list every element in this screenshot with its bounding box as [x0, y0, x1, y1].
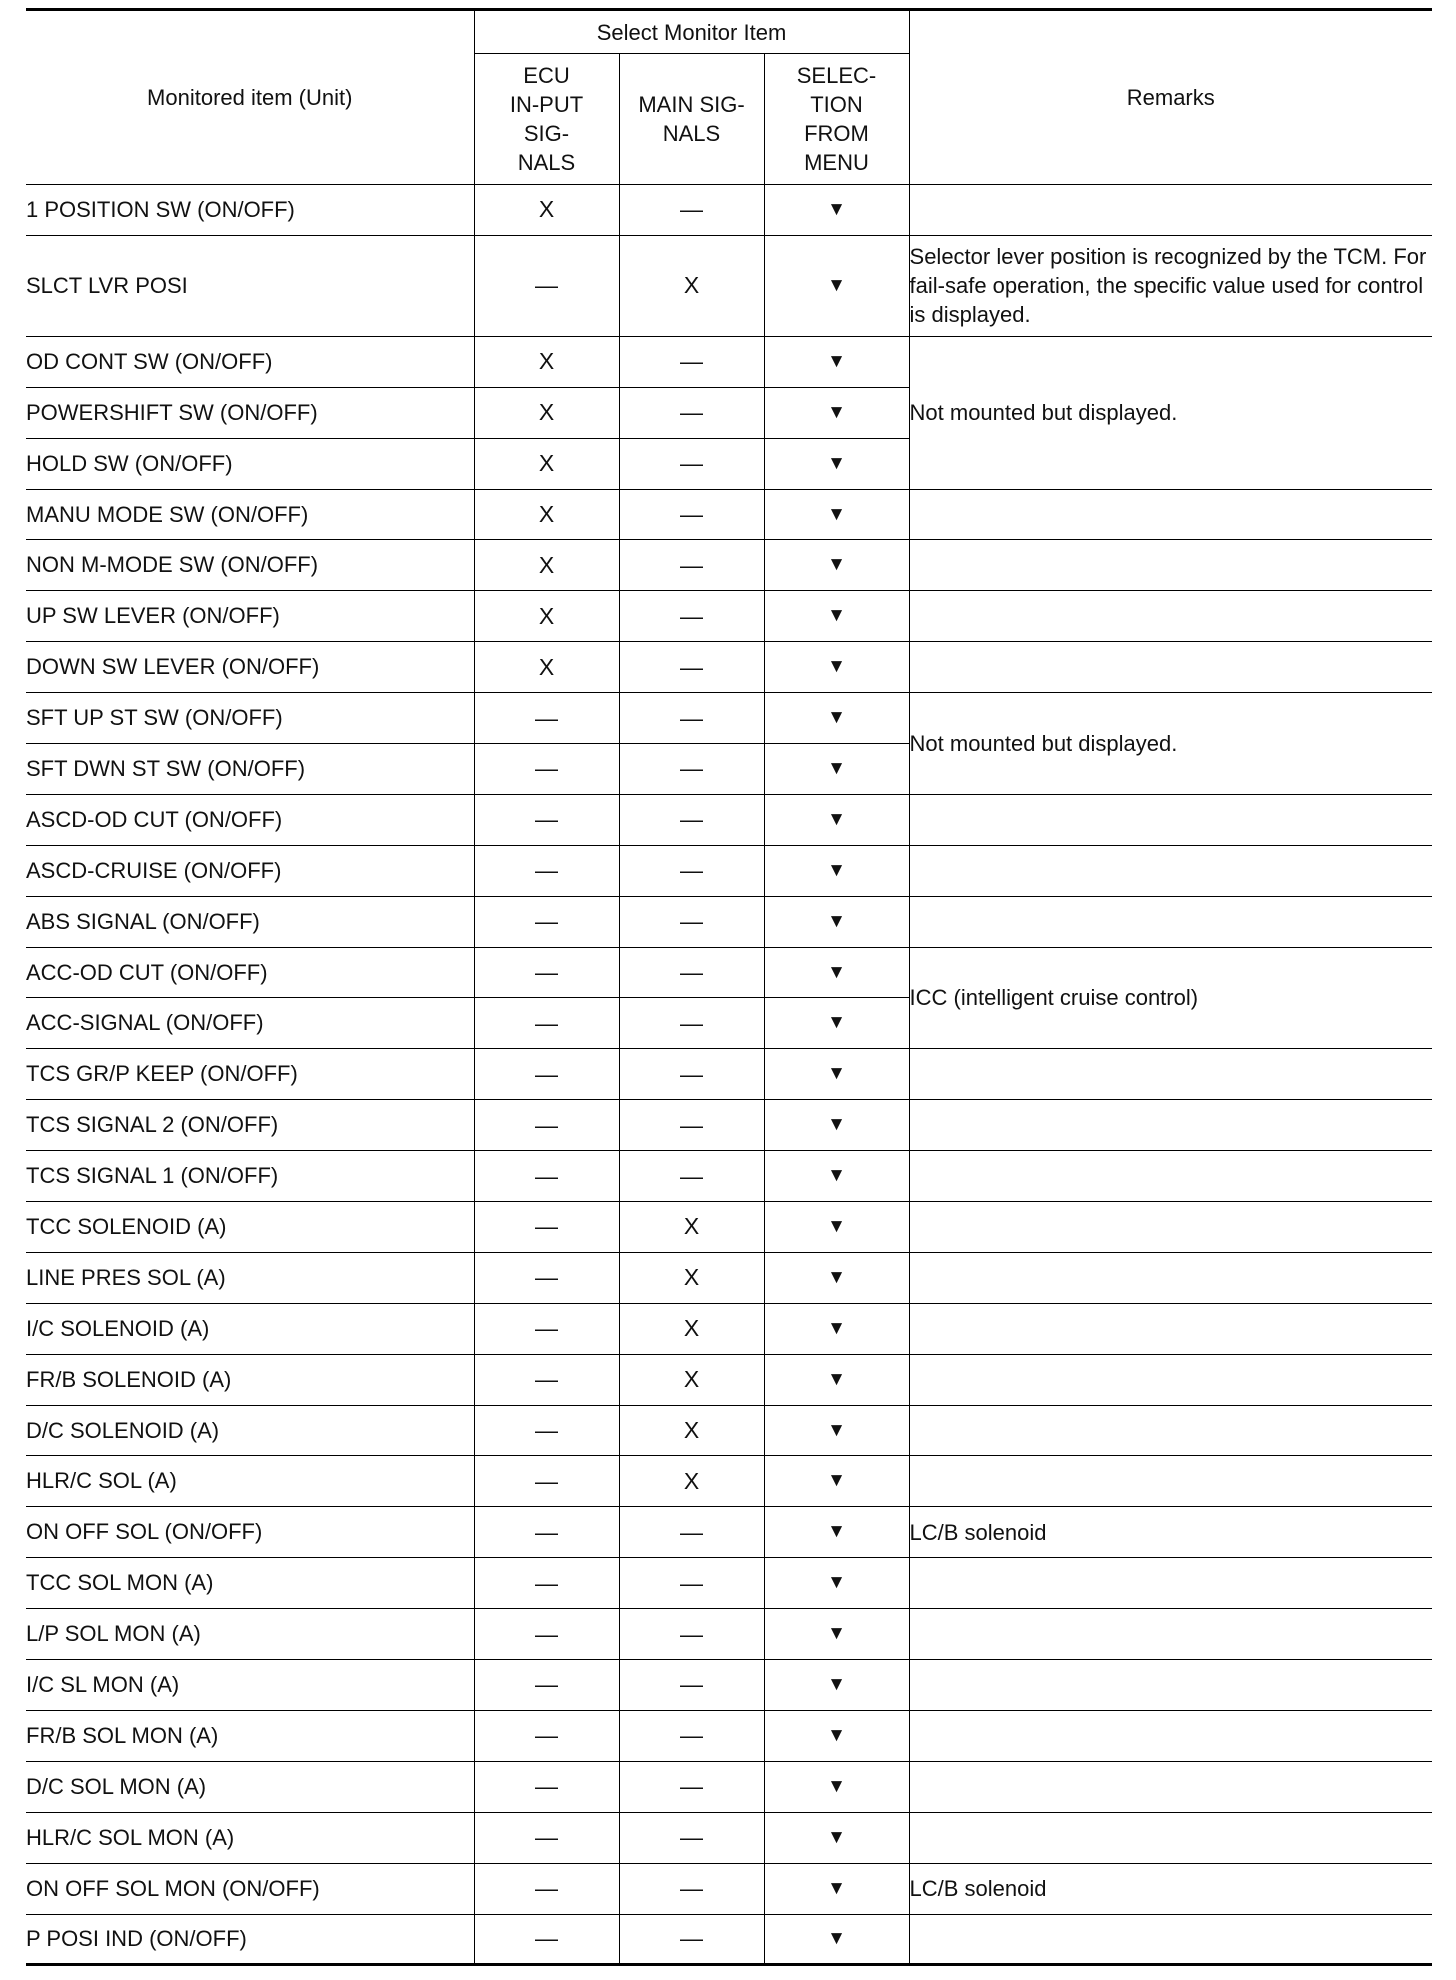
table-row: [26, 845, 1432, 896]
remarks-cell-empty: [909, 642, 1432, 693]
selection-from-menu-cell: ▼: [764, 693, 909, 744]
main-signals-cell: —: [619, 1710, 764, 1761]
monitored-item-cell: ON OFF SOL (ON/OFF): [26, 1507, 474, 1558]
monitored-item-cell: SFT UP ST SW (ON/OFF): [26, 693, 474, 744]
main-signals-cell: X: [619, 1303, 764, 1354]
ecu-input-cell: —: [474, 1812, 619, 1863]
remarks-cell-empty: [909, 1252, 1432, 1303]
monitored-item-cell: I/C SOLENOID (A): [26, 1303, 474, 1354]
ecu-input-cell: —: [474, 1863, 619, 1914]
monitored-item-cell: ASCD-OD CUT (ON/OFF): [26, 794, 474, 845]
table-row: [26, 1507, 1432, 1558]
selection-from-menu-cell: ▼: [764, 1761, 909, 1812]
main-signals-cell: —: [619, 1812, 764, 1863]
monitored-item-cell: LINE PRES SOL (A): [26, 1252, 474, 1303]
monitored-item-cell: TCS SIGNAL 2 (ON/OFF): [26, 1100, 474, 1151]
selection-from-menu-cell: ▼: [764, 1660, 909, 1711]
selection-from-menu-cell: ▼: [764, 1202, 909, 1253]
table-row: [26, 1558, 1432, 1609]
ecu-input-cell: X: [474, 438, 619, 489]
remarks-cell-empty: [909, 489, 1432, 540]
main-signals-cell: —: [619, 438, 764, 489]
ecu-input-cell: X: [474, 591, 619, 642]
table-row: [26, 693, 1432, 744]
main-signals-cell: —: [619, 1507, 764, 1558]
ecu-input-cell: X: [474, 642, 619, 693]
remarks-cell-empty: [909, 845, 1432, 896]
remarks-cell-empty: [909, 1558, 1432, 1609]
selection-from-menu-cell: ▼: [764, 1507, 909, 1558]
selection-from-menu-cell: ▼: [764, 1405, 909, 1456]
selection-from-menu-cell: ▼: [764, 1558, 909, 1609]
selection-from-menu-cell: ▼: [764, 1252, 909, 1303]
monitored-item-cell: TCC SOLENOID (A): [26, 1202, 474, 1253]
table-row: [26, 1049, 1432, 1100]
remarks-cell-empty: [909, 1812, 1432, 1863]
monitored-item-cell: TCS GR/P KEEP (ON/OFF): [26, 1049, 474, 1100]
header-ecu-input-signals: [474, 54, 619, 185]
remarks-cell-empty: [909, 591, 1432, 642]
monitored-item-cell: D/C SOLENOID (A): [26, 1405, 474, 1456]
header-ecu-label: ECU IN-PUT SIG-NALS: [509, 63, 584, 175]
main-signals-cell: —: [619, 185, 764, 236]
table-row: [26, 1914, 1432, 1965]
table-row: [26, 235, 1432, 336]
header-selection-from-menu: [764, 54, 909, 185]
main-signals-cell: —: [619, 1914, 764, 1965]
remarks-cell-empty: [909, 1151, 1432, 1202]
monitored-item-cell: HOLD SW (ON/OFF): [26, 438, 474, 489]
main-signals-cell: —: [619, 1660, 764, 1711]
monitored-item-cell: HLR/C SOL (A): [26, 1456, 474, 1507]
main-signals-cell: X: [619, 1354, 764, 1405]
monitored-item-cell: I/C SL MON (A): [26, 1660, 474, 1711]
table-row: [26, 489, 1432, 540]
ecu-input-cell: X: [474, 489, 619, 540]
remarks-cell-empty: [909, 1202, 1432, 1253]
monitored-item-cell: L/P SOL MON (A): [26, 1609, 474, 1660]
remarks-cell-empty: [909, 896, 1432, 947]
monitored-item-cell: ACC-OD CUT (ON/OFF): [26, 947, 474, 998]
remarks-cell-empty: [909, 1761, 1432, 1812]
main-signals-cell: —: [619, 1100, 764, 1151]
selection-from-menu-cell: ▼: [764, 1151, 909, 1202]
main-signals-cell: —: [619, 896, 764, 947]
selection-from-menu-cell: ▼: [764, 1863, 909, 1914]
header-sel-label: SELEC-TION FROM MENU: [796, 63, 877, 175]
selection-from-menu-cell: ▼: [764, 387, 909, 438]
ecu-input-cell: —: [474, 235, 619, 336]
table-row: [26, 1151, 1432, 1202]
monitored-item-cell: TCS SIGNAL 1 (ON/OFF): [26, 1151, 474, 1202]
monitored-item-cell: FR/B SOLENOID (A): [26, 1354, 474, 1405]
table-row: [26, 185, 1432, 236]
ecu-input-cell: —: [474, 1303, 619, 1354]
main-signals-cell: —: [619, 998, 764, 1049]
selection-from-menu-cell: ▼: [764, 1609, 909, 1660]
monitored-item-cell: ABS SIGNAL (ON/OFF): [26, 896, 474, 947]
remarks-cell: LC/B solenoid: [909, 1507, 1432, 1558]
remarks-cell-empty: [909, 1303, 1432, 1354]
monitored-item-cell: MANU MODE SW (ON/OFF): [26, 489, 474, 540]
selection-from-menu-cell: ▼: [764, 1354, 909, 1405]
ecu-input-cell: —: [474, 794, 619, 845]
ecu-input-cell: —: [474, 1914, 619, 1965]
selection-from-menu-cell: ▼: [764, 235, 909, 336]
ecu-input-cell: —: [474, 1761, 619, 1812]
monitored-item-cell: FR/B SOL MON (A): [26, 1710, 474, 1761]
main-signals-cell: —: [619, 693, 764, 744]
table-row: [26, 591, 1432, 642]
remarks-cell-empty: [909, 1354, 1432, 1405]
table-row: [26, 336, 1432, 387]
remarks-cell: Not mounted but displayed.: [909, 336, 1432, 489]
main-signals-cell: —: [619, 1863, 764, 1914]
table-row: [26, 1405, 1432, 1456]
header-select-monitor-item: Select Monitor Item: [474, 10, 909, 54]
main-signals-cell: X: [619, 1456, 764, 1507]
remarks-cell: ICC (intelligent cruise control): [909, 947, 1432, 1049]
main-signals-cell: X: [619, 1252, 764, 1303]
header-monitored-item: Monitored item (Unit): [26, 10, 474, 185]
ecu-input-cell: —: [474, 845, 619, 896]
table-row: [26, 1303, 1432, 1354]
selection-from-menu-cell: ▼: [764, 540, 909, 591]
main-signals-cell: —: [619, 845, 764, 896]
remarks-cell-empty: [909, 1660, 1432, 1711]
monitored-item-cell: DOWN SW LEVER (ON/OFF): [26, 642, 474, 693]
main-signals-cell: —: [619, 1151, 764, 1202]
remarks-cell-empty: [909, 1405, 1432, 1456]
table-row: [26, 794, 1432, 845]
main-signals-cell: —: [619, 1558, 764, 1609]
ecu-input-cell: —: [474, 1049, 619, 1100]
main-signals-cell: —: [619, 794, 764, 845]
remarks-cell: LC/B solenoid: [909, 1863, 1432, 1914]
ecu-input-cell: —: [474, 1100, 619, 1151]
main-signals-cell: —: [619, 540, 764, 591]
main-signals-cell: X: [619, 1202, 764, 1253]
header-main-signals: [619, 54, 764, 185]
table-row: [26, 1863, 1432, 1914]
ecu-input-cell: —: [474, 998, 619, 1049]
selection-from-menu-cell: ▼: [764, 489, 909, 540]
table-row: [26, 642, 1432, 693]
table-row: [26, 1202, 1432, 1253]
selection-from-menu-cell: ▼: [764, 1303, 909, 1354]
remarks-cell-empty: [909, 1100, 1432, 1151]
remarks-cell: Not mounted but displayed.: [909, 693, 1432, 795]
monitored-item-cell: ON OFF SOL MON (ON/OFF): [26, 1863, 474, 1914]
main-signals-cell: —: [619, 1609, 764, 1660]
selection-from-menu-cell: ▼: [764, 1914, 909, 1965]
table-row: [26, 1609, 1432, 1660]
remarks-cell-empty: [909, 794, 1432, 845]
table-row: [26, 1761, 1432, 1812]
remarks-cell-empty: [909, 1710, 1432, 1761]
table-row: [26, 1354, 1432, 1405]
monitored-item-cell: SFT DWN ST SW (ON/OFF): [26, 744, 474, 795]
selection-from-menu-cell: ▼: [764, 845, 909, 896]
table-row: [26, 947, 1432, 998]
ecu-input-cell: —: [474, 1405, 619, 1456]
monitored-item-cell: P POSI IND (ON/OFF): [26, 1914, 474, 1965]
table-row: [26, 1100, 1432, 1151]
header-remarks: Remarks: [909, 10, 1432, 185]
main-signals-cell: —: [619, 642, 764, 693]
selection-from-menu-cell: ▼: [764, 1049, 909, 1100]
main-signals-cell: —: [619, 387, 764, 438]
monitored-item-cell: TCC SOL MON (A): [26, 1558, 474, 1609]
remarks-cell: Selector lever position is recognized by the TCM. For fail-safe operation, the specific value used for control is displayed.: [909, 235, 1432, 336]
ecu-input-cell: —: [474, 1507, 619, 1558]
selection-from-menu-cell: ▼: [764, 998, 909, 1049]
remarks-cell-empty: [909, 185, 1432, 236]
main-signals-cell: X: [619, 1405, 764, 1456]
selection-from-menu-cell: ▼: [764, 185, 909, 236]
remarks-cell-empty: [909, 540, 1432, 591]
ecu-input-cell: —: [474, 1202, 619, 1253]
main-signals-cell: —: [619, 489, 764, 540]
selection-from-menu-cell: ▼: [764, 438, 909, 489]
monitored-item-cell: POWERSHIFT SW (ON/OFF): [26, 387, 474, 438]
selection-from-menu-cell: ▼: [764, 1100, 909, 1151]
ecu-input-cell: —: [474, 947, 619, 998]
remarks-cell-empty: [909, 1914, 1432, 1965]
ecu-input-cell: X: [474, 540, 619, 591]
selection-from-menu-cell: ▼: [764, 336, 909, 387]
table-row: [26, 540, 1432, 591]
main-signals-cell: —: [619, 947, 764, 998]
selection-from-menu-cell: ▼: [764, 896, 909, 947]
header-main-label: MAIN SIG-NALS: [638, 92, 745, 146]
main-signals-cell: —: [619, 591, 764, 642]
selection-from-menu-cell: ▼: [764, 1710, 909, 1761]
ecu-input-cell: X: [474, 387, 619, 438]
ecu-input-cell: —: [474, 693, 619, 744]
ecu-input-cell: —: [474, 1151, 619, 1202]
table-row: [26, 1456, 1432, 1507]
ecu-input-cell: —: [474, 1710, 619, 1761]
selection-from-menu-cell: ▼: [764, 947, 909, 998]
remarks-cell-empty: [909, 1456, 1432, 1507]
selection-from-menu-cell: ▼: [764, 794, 909, 845]
table-row: [26, 1710, 1432, 1761]
selection-from-menu-cell: ▼: [764, 744, 909, 795]
table-row: [26, 1252, 1432, 1303]
monitored-item-cell: ASCD-CRUISE (ON/OFF): [26, 845, 474, 896]
ecu-input-cell: —: [474, 896, 619, 947]
monitored-item-cell: HLR/C SOL MON (A): [26, 1812, 474, 1863]
monitored-item-cell: NON M-MODE SW (ON/OFF): [26, 540, 474, 591]
selection-from-menu-cell: ▼: [764, 591, 909, 642]
ecu-input-cell: —: [474, 1558, 619, 1609]
remarks-cell-empty: [909, 1049, 1432, 1100]
main-signals-cell: —: [619, 336, 764, 387]
table-row: [26, 1660, 1432, 1711]
main-signals-cell: —: [619, 1049, 764, 1100]
monitored-item-cell: 1 POSITION SW (ON/OFF): [26, 185, 474, 236]
monitor-item-table: [26, 8, 1432, 1966]
selection-from-menu-cell: ▼: [764, 1456, 909, 1507]
ecu-input-cell: —: [474, 1354, 619, 1405]
ecu-input-cell: X: [474, 336, 619, 387]
remarks-cell-empty: [909, 1609, 1432, 1660]
monitored-item-cell: OD CONT SW (ON/OFF): [26, 336, 474, 387]
main-signals-cell: X: [619, 235, 764, 336]
ecu-input-cell: —: [474, 744, 619, 795]
selection-from-menu-cell: ▼: [764, 642, 909, 693]
ecu-input-cell: —: [474, 1609, 619, 1660]
ecu-input-cell: —: [474, 1456, 619, 1507]
monitored-item-cell: UP SW LEVER (ON/OFF): [26, 591, 474, 642]
table-row: [26, 896, 1432, 947]
selection-from-menu-cell: ▼: [764, 1812, 909, 1863]
main-signals-cell: —: [619, 1761, 764, 1812]
monitored-item-cell: ACC-SIGNAL (ON/OFF): [26, 998, 474, 1049]
monitored-item-cell: D/C SOL MON (A): [26, 1761, 474, 1812]
table-row: [26, 1812, 1432, 1863]
monitored-item-cell: SLCT LVR POSI: [26, 235, 474, 336]
ecu-input-cell: X: [474, 185, 619, 236]
main-signals-cell: —: [619, 744, 764, 795]
ecu-input-cell: —: [474, 1252, 619, 1303]
ecu-input-cell: —: [474, 1660, 619, 1711]
